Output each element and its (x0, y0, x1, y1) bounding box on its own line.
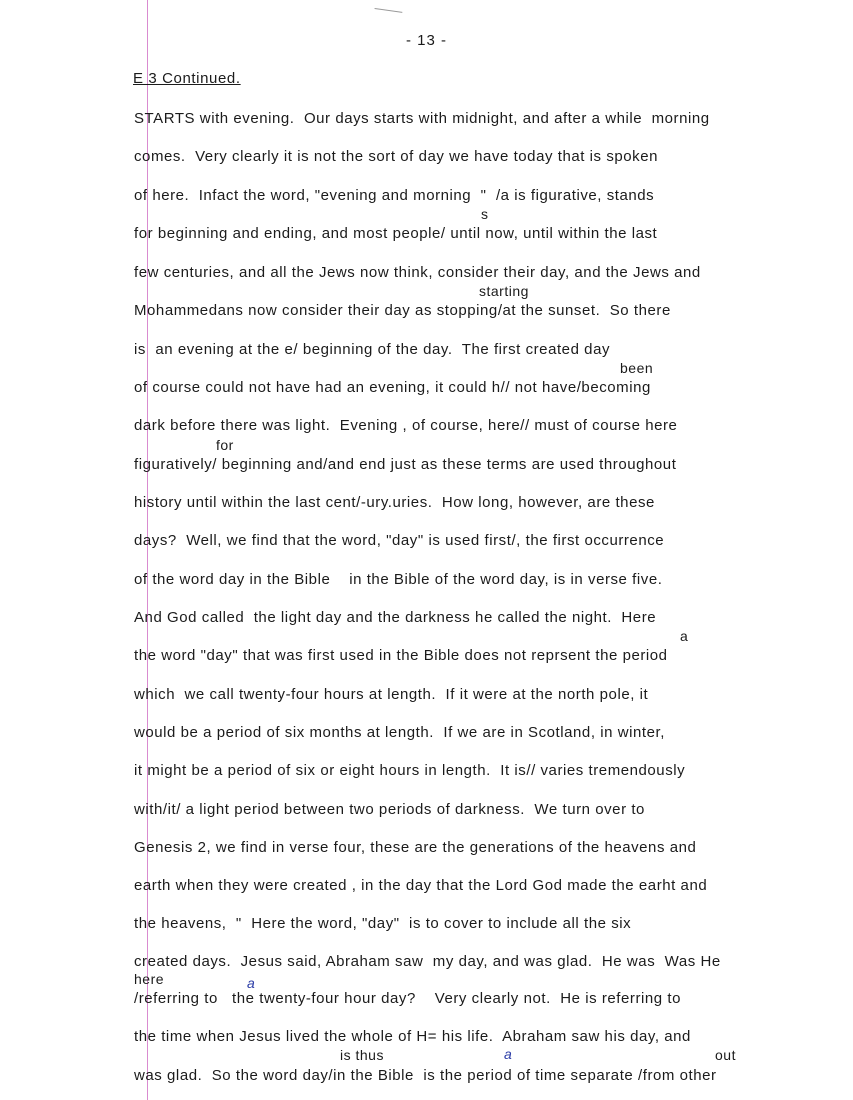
text-line-25: the time when Jesus lived the whole of H= his life. Abraham saw his day, and (134, 1028, 691, 1045)
text-line-16: which we call twenty-four hours at length. If it were at the north pole, it (134, 686, 649, 703)
insertion-here: here (134, 971, 165, 987)
text-line-4: for beginning and ending, and most people/ until now, until within the last (134, 225, 658, 242)
page-number: - 13 - (405, 32, 447, 49)
text-line-8: of course could not have had an evening, it could h// not have/becoming (134, 379, 651, 396)
text-line-17: would be a period of six months at length. If we are in Scotland, in winter, (134, 724, 665, 741)
text-line-13: of the word day in the Bible in the Bible of the word day, is in verse five. (134, 571, 663, 588)
text-line-23: created days. Jesus said, Abraham saw my day, and was glad. He was Was He (134, 953, 721, 970)
text-line-26: was glad. So the word day/in the Bible is the period of time separate /from other (134, 1067, 717, 1084)
text-line-2: comes. Very clearly it is not the sort of day we have today that is spoken (134, 148, 658, 165)
insertion-a: a (680, 628, 689, 644)
text-line-24: /referring to the twenty-four hour day? Very clearly not. He is referring to (134, 990, 681, 1007)
insertion-out: out (715, 1047, 736, 1063)
insertion-s: s (481, 206, 489, 222)
insertion-for: for (216, 437, 234, 453)
text-line-1: STARTS with evening. Our days starts with midnight, and after a while morning (134, 110, 710, 127)
insertion-is-thus: is thus (340, 1047, 384, 1063)
text-line-11: history until within the last cent/-ury.uries. How long, however, are these (134, 494, 655, 511)
text-line-5: few centuries, and all the Jews now think, consider their day, and the Jews and (134, 264, 701, 281)
handwritten-insertion-a-2: a (504, 1046, 513, 1062)
text-line-12: days? Well, we find that the word, "day" is used first/, the first occurrence (134, 532, 665, 549)
section-heading: E 3 Continued. (133, 70, 241, 87)
text-line-10: figuratively/ beginning and/and end just as these terms are used throughout (134, 456, 677, 473)
text-line-15: the word "day" that was first used in the Bible does not reprsent the period (134, 647, 668, 664)
text-line-14: And God called the light day and the darkness he called the night. Here (134, 609, 657, 626)
text-line-6: Mohammedans now consider their day as stopping/at the sunset. So there (134, 302, 671, 319)
insertion-starting: starting (479, 283, 529, 299)
text-line-3: of here. Infact the word, "evening and morning " /a is figurative, stands (134, 187, 655, 204)
text-line-9: dark before there was light. Evening , of course, here// must of course here (134, 417, 678, 434)
text-line-22: the heavens, " Here the word, "day" is to cover to include all the six (134, 915, 632, 932)
handwritten-insertion-a: a (247, 975, 256, 991)
text-line-7: is an evening at the e/ beginning of the day. The first created day (134, 341, 611, 358)
insertion-been: been (620, 360, 654, 376)
text-line-20: Genesis 2, we find in verse four, these are the generations of the heavens and (134, 839, 697, 856)
text-line-19: with/it/ a light period between two periods of darkness. We turn over to (134, 801, 645, 818)
text-line-21: earth when they were created , in the day that the Lord God made the earht and (134, 877, 708, 894)
text-line-18: it might be a period of six or eight hours in length. It is// varies tremendously (134, 762, 686, 779)
margin-rule (147, 0, 148, 1100)
paper-mark (375, 0, 404, 13)
